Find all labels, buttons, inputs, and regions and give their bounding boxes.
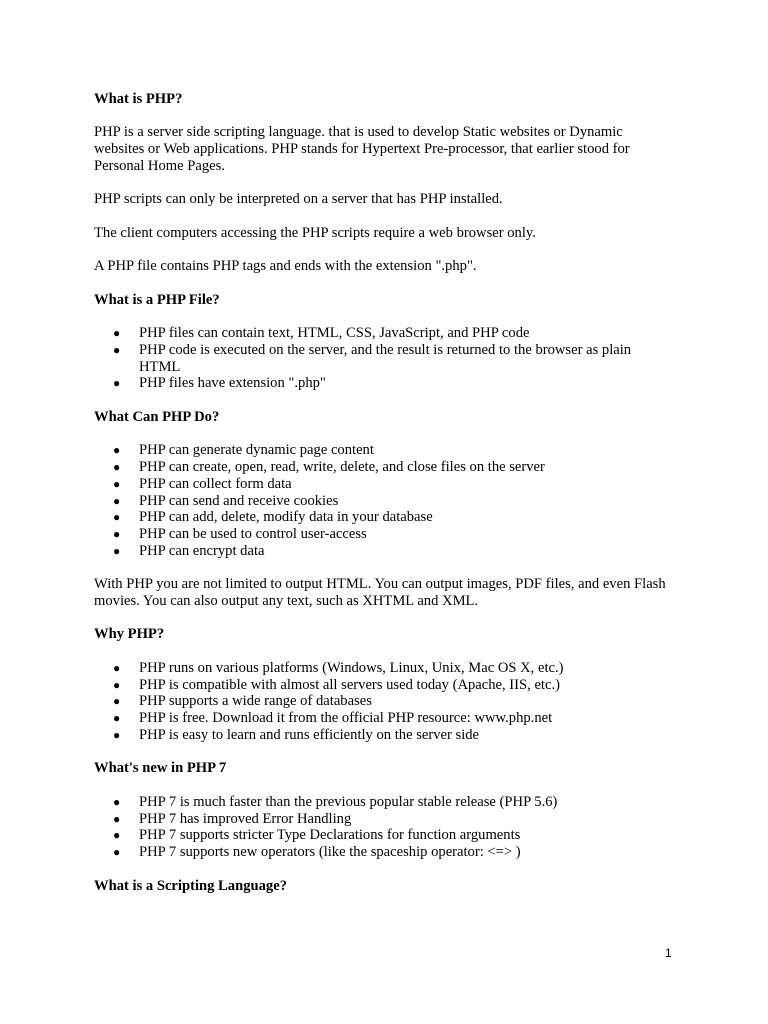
bullet-icon: ● xyxy=(113,342,121,357)
list-item xyxy=(94,844,674,861)
list-item-text: PHP runs on various platforms (Windows, Linux, Unix, Mac OS X, etc.) xyxy=(139,659,564,676)
list-item-text: PHP can add, delete, modify data in your database xyxy=(139,509,433,526)
paragraph: PHP is a server side scripting language. that is used to develop Static websites or Dynamic websites or Web applications. PHP stands for Hypertext Pre-processor, that earlier stood for Personal Home Pages. xyxy=(94,124,630,174)
heading-what-can-php-do: What Can PHP Do? xyxy=(94,408,220,425)
heading-what-is-a-scripting-language: What is a Scripting Language? xyxy=(94,877,287,894)
heading-whats-new-in-php-7: What's new in PHP 7 xyxy=(94,760,227,777)
list-item-text: PHP 7 has improved Error Handling xyxy=(139,810,352,827)
list-item xyxy=(94,710,674,727)
list-item xyxy=(94,660,674,677)
bullet-icon: ● xyxy=(113,325,121,340)
bullet-icon: ● xyxy=(113,527,121,542)
list-item xyxy=(94,509,674,526)
heading-what-is-a-php-file: What is a PHP File? xyxy=(94,291,220,308)
list-item xyxy=(94,677,674,694)
bullet-icon: ● xyxy=(113,677,121,692)
list-item xyxy=(94,459,674,476)
bullet-icon: ● xyxy=(113,543,121,558)
paragraph: A PHP file contains PHP tags and ends with the extension ".php". xyxy=(94,258,477,275)
bullet-icon: ● xyxy=(113,459,121,474)
list-item xyxy=(94,476,674,493)
list-item-text: PHP can be used to control user-access xyxy=(139,526,367,543)
list-item-text: PHP can encrypt data xyxy=(139,542,265,559)
heading-why-php: Why PHP? xyxy=(94,626,165,643)
bullet-icon: ● xyxy=(113,811,121,826)
list-item-text: PHP files can contain text, HTML, CSS, JavaScript, and PHP code xyxy=(139,324,530,341)
bullet-list xyxy=(94,660,674,744)
bullet-list xyxy=(94,442,674,560)
bullet-icon: ● xyxy=(113,376,121,391)
bullet-icon: ● xyxy=(113,493,121,508)
bullet-list xyxy=(94,325,674,392)
list-item xyxy=(94,693,674,710)
bullet-icon: ● xyxy=(113,845,121,860)
list-item xyxy=(94,794,674,811)
bullet-icon: ● xyxy=(113,828,121,843)
list-item-text: PHP is easy to learn and runs efficiently on the server side xyxy=(139,727,480,744)
list-item xyxy=(94,442,674,459)
bullet-icon: ● xyxy=(113,510,121,525)
list-item xyxy=(94,375,674,392)
paragraph: The client computers accessing the PHP scripts require a web browser only. xyxy=(94,224,536,241)
bullet-icon: ● xyxy=(113,443,121,458)
bullet-icon: ● xyxy=(113,711,121,726)
page-number: 1 xyxy=(665,946,672,960)
heading-what-is-php: What is PHP? xyxy=(94,91,183,107)
list-item-text: PHP can send and receive cookies xyxy=(139,492,339,509)
list-item-text: PHP can create, open, read, write, delete, and close files on the server xyxy=(139,458,545,475)
list-item-text: PHP can generate dynamic page content xyxy=(139,442,374,459)
bullet-icon: ● xyxy=(113,694,121,709)
list-item xyxy=(94,493,674,510)
bullet-icon: ● xyxy=(113,794,121,809)
list-item-text: PHP 7 is much faster than the previous popular stable release (PHP 5.6) xyxy=(139,793,558,810)
list-item xyxy=(94,811,674,828)
paragraph: With PHP you are not limited to output HTML. You can output images, PDF files, and even Flash movies. You can also output any text, such as XHTML and XML. xyxy=(94,576,666,610)
list-item xyxy=(94,543,674,560)
bullet-list xyxy=(94,794,674,861)
bullet-icon: ● xyxy=(113,476,121,491)
list-item-text: PHP can collect form data xyxy=(139,475,292,492)
list-item xyxy=(94,827,674,844)
list-item-text: PHP is free. Download it from the official PHP resource: www.php.net xyxy=(139,710,553,727)
list-item xyxy=(94,526,674,543)
list-item-text: PHP code is executed on the server, and the result is returned to the browser as plain HTML xyxy=(139,341,632,375)
list-item xyxy=(94,342,674,376)
paragraph: PHP scripts can only be interpreted on a server that has PHP installed. xyxy=(94,191,503,208)
list-item xyxy=(94,325,674,342)
list-item-text: PHP files have extension ".php" xyxy=(139,375,326,392)
list-item-text: PHP 7 supports new operators (like the spaceship operator: <=> ) xyxy=(139,844,521,861)
bullet-icon: ● xyxy=(113,728,121,743)
bullet-icon: ● xyxy=(113,660,121,675)
list-item-text: PHP 7 supports stricter Type Declarations for function arguments xyxy=(139,827,521,844)
document-page xyxy=(94,91,674,911)
list-item xyxy=(94,727,674,744)
list-item-text: PHP is compatible with almost all servers used today (Apache, IIS, etc.) xyxy=(139,676,560,693)
list-item-text: PHP supports a wide range of databases xyxy=(139,693,372,710)
